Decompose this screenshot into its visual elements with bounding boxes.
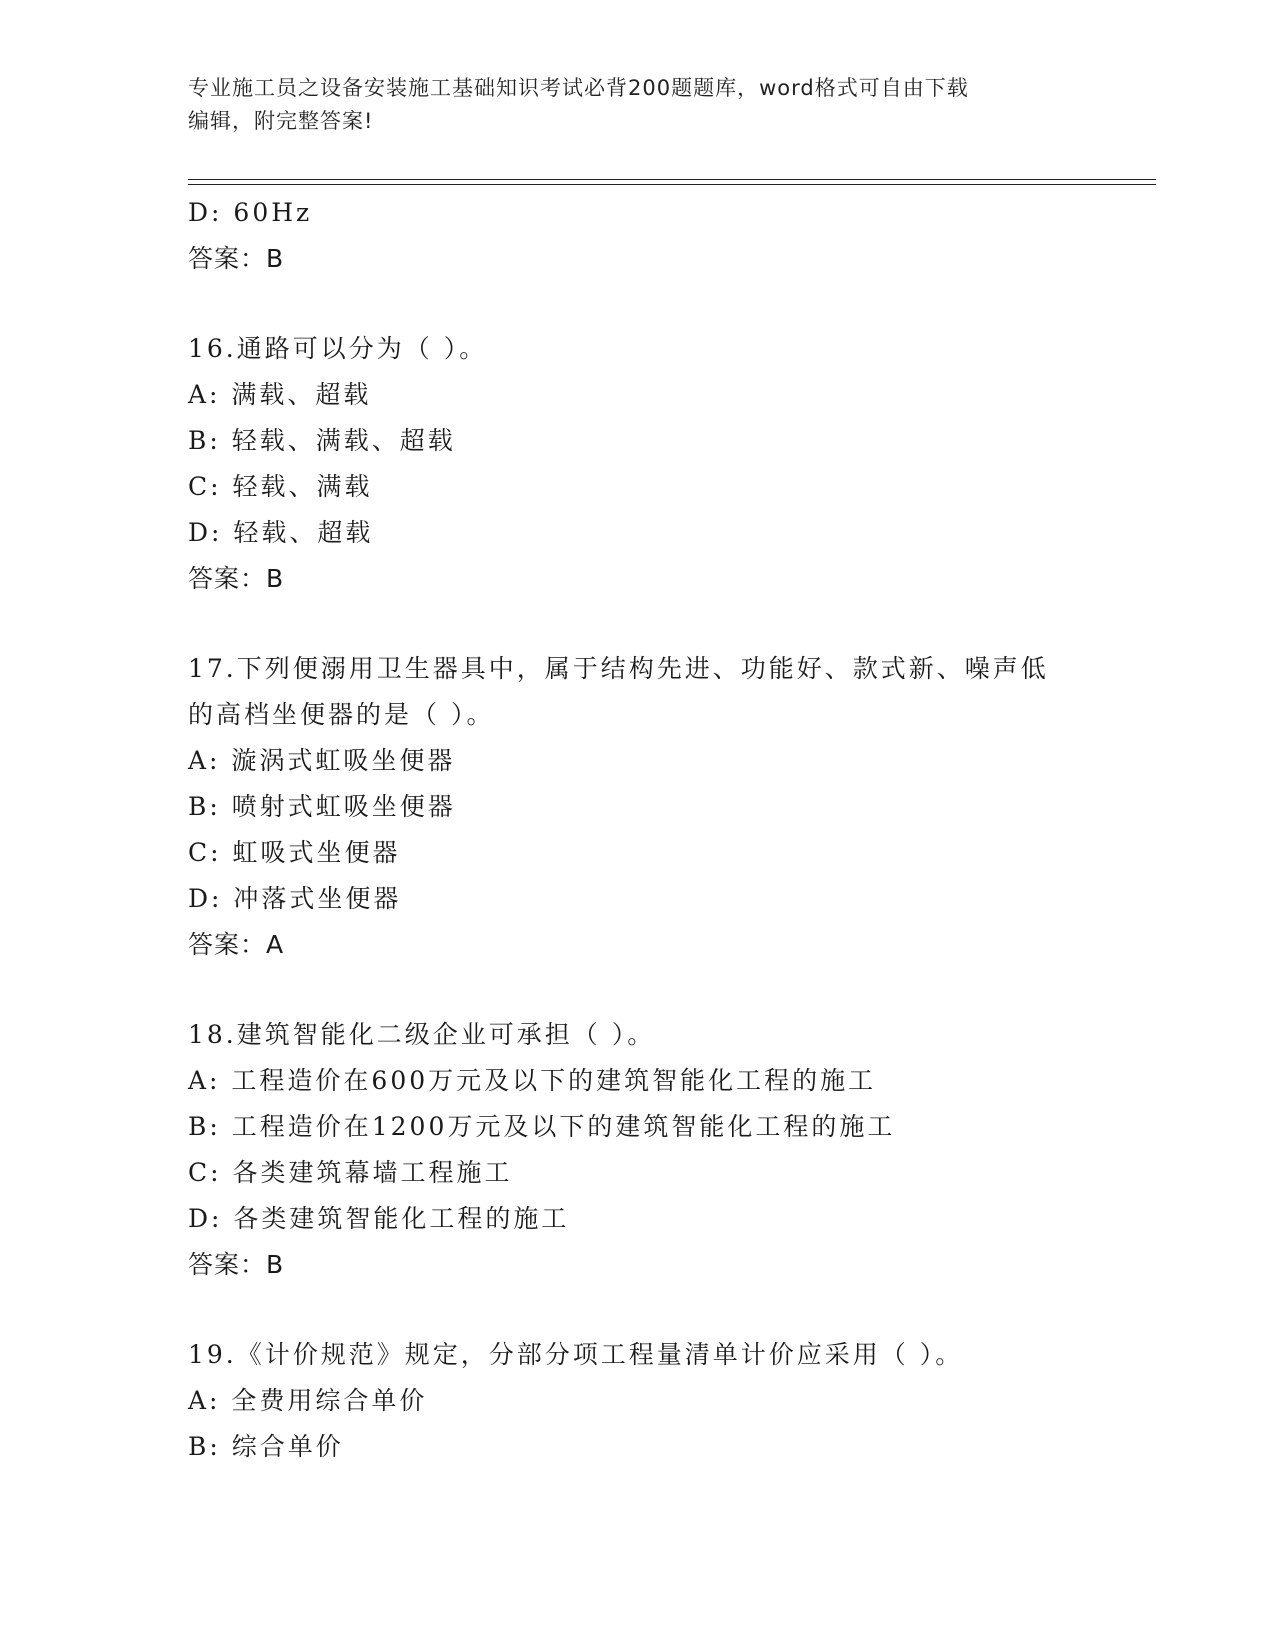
option-b: B: 综合单价	[188, 1432, 344, 1461]
question-19	[188, 1332, 1148, 1470]
question-list	[188, 190, 1148, 1470]
option-d: D: 冲落式坐便器	[188, 884, 402, 913]
question-17	[188, 646, 1148, 968]
option-a: A: 满载、超载	[188, 380, 372, 409]
option-a: A: 漩涡式虹吸坐便器	[188, 746, 456, 775]
answer-label: 答案：B	[188, 1250, 285, 1279]
option-b: B: 工程造价在1200万元及以下的建筑智能化工程的施工	[188, 1112, 896, 1141]
option-d: D: 轻载、超载	[188, 518, 374, 547]
answer-label: 答案：B	[188, 244, 285, 273]
header-title-line-1: 专业施工员之设备安装施工基础知识考试必背200题题库，word格式可自由下载	[188, 76, 969, 100]
question-16	[188, 326, 1148, 602]
option-c: C: 轻载、满载	[188, 472, 373, 501]
question-stem: 17.下列便溺用卫生器具中，属于结构先进、功能好、款式新、噪声低	[188, 654, 1049, 683]
question-stem: 18.建筑智能化二级企业可承担（ ）。	[188, 1020, 656, 1049]
answer-label: 答案：B	[188, 564, 285, 593]
document-header	[188, 72, 1068, 138]
option-b: B: 喷射式虹吸坐便器	[188, 792, 456, 821]
header-divider	[188, 179, 1156, 180]
option-b: B: 轻载、满载、超载	[188, 426, 456, 455]
answer-label: 答案：A	[188, 930, 285, 959]
question-18	[188, 1012, 1148, 1288]
question-stem: 19.《计价规范》规定，分部分项工程量清单计价应采用（ ）。	[188, 1340, 964, 1369]
option-a: A: 全费用综合单价	[188, 1386, 428, 1415]
option-c: C: 各类建筑幕墙工程施工	[188, 1158, 513, 1187]
previous-question-tail	[188, 190, 1148, 282]
header-divider-double	[188, 184, 1156, 185]
question-stem-continued: 的高档坐便器的是（ ）。	[188, 700, 495, 729]
option-c: C: 虹吸式坐便器	[188, 838, 401, 867]
option-a: A: 工程造价在600万元及以下的建筑智能化工程的施工	[188, 1066, 877, 1095]
header-title-line-2: 编辑，附完整答案!	[188, 109, 374, 133]
option-d: D: 各类建筑智能化工程的施工	[188, 1204, 570, 1233]
option-d: D: 60Hz	[188, 198, 313, 227]
question-stem: 16.通路可以分为（ ）。	[188, 334, 488, 363]
